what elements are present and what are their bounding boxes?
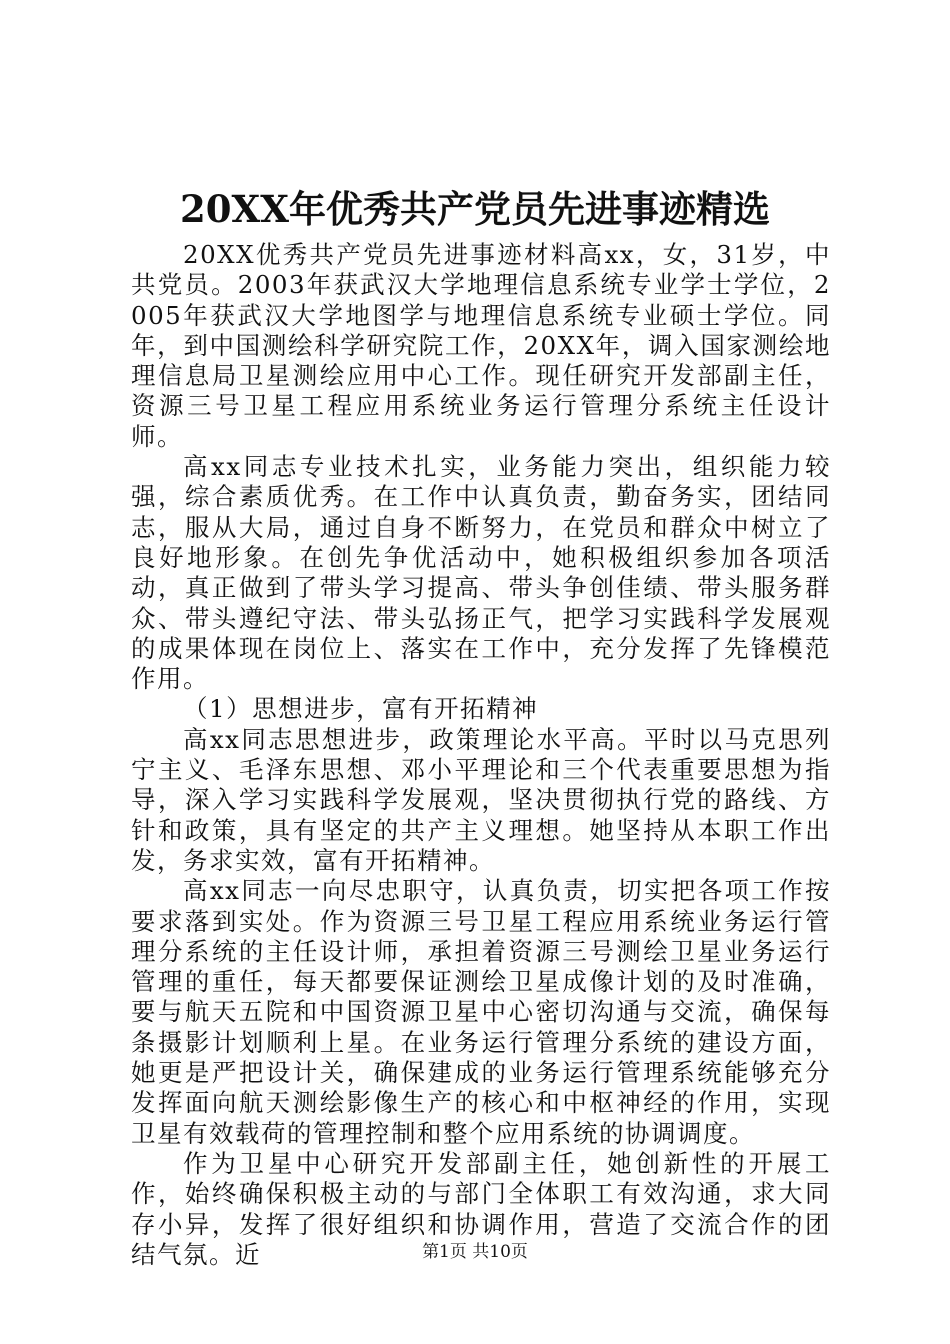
paragraph-summary: 高xx同志专业技术扎实，业务能力突出，组织能力较强，综合素质优秀。在工作中认真负责，勤奋务实，团结同志，服从大局，通过自身不断努力，在党员和群众中树立了良好地形象。在创先争优活动中，她积极组织参加各项活动，真正做到了带头学习提高、带头争创佳绩、带头服务群众、带头遵纪守法、带头弘扬正气，把学习实践科学发展观的成果体现在岗位上、落实在工作中，充分发挥了先锋模范作用。 <box>131 452 831 694</box>
document-title: 20XX年优秀共产党员先进事迹精选 <box>180 187 770 231</box>
page-number: 第1页 <box>422 1242 467 1262</box>
page-total: 共10页 <box>472 1242 528 1262</box>
document-body <box>131 240 831 1270</box>
paragraph-thought: 高xx同志思想进步，政策理论水平高。平时以马克思列宁主义、毛泽东思想、邓小平理论和三个代表重要思想为指导，深入学习实践科学发展观，坚决贯彻执行党的路线、方针和政策，具有坚定的共产主义理想。她坚持从本职工作出发，务求实效，富有开拓精神。 <box>131 724 831 875</box>
paragraph-duty: 高xx同志一向尽忠职守，认真负责，切实把各项工作按要求落到实处。作为资源三号卫星工程应用系统业务运行管理分系统的主任设计师，承担着资源三号测绘卫星业务运行管理的重任，每天都要保证测绘卫星成像计划的及时准确，要与航天五院和中国资源卫星中心密切沟通与交流，确保每条摄影计划顺利上星。在业务运行管理分系统的建设方面，她更是严把设计关，确保建成的业务运行管理系统能够充分发挥面向航天测绘影像生产的核心和中枢神经的作用，实现卫星有效载荷的管理控制和整个应用系统的协调调度。 <box>131 876 831 1148</box>
section-heading: （1）思想进步，富有开拓精神 <box>183 694 539 724</box>
page-footer <box>0 1240 950 1264</box>
paragraph-role: 作为卫星中心研究开发部副主任，她创新性的开展工作，始终确保积极主动的与部门全体职工有效沟通，求大同存小异，发挥了很好组织和协调作用，营造了交流合作的团结气氛。近 <box>131 1148 831 1269</box>
paragraph-intro: 20XX优秀共产党员先进事迹材料高xx，女，31岁，中共党员。2003年获武汉大学地理信息系统专业学士学位，2005年获武汉大学地图学与地理信息系统专业硕士学位。同年，到中国测绘科学研究院工作，20XX年，调入国家测绘地理信息局卫星测绘应用中心工作。现任研究开发部副主任，资源三号卫星工程应用系统业务运行管理分系统主任设计师。 <box>131 240 831 451</box>
